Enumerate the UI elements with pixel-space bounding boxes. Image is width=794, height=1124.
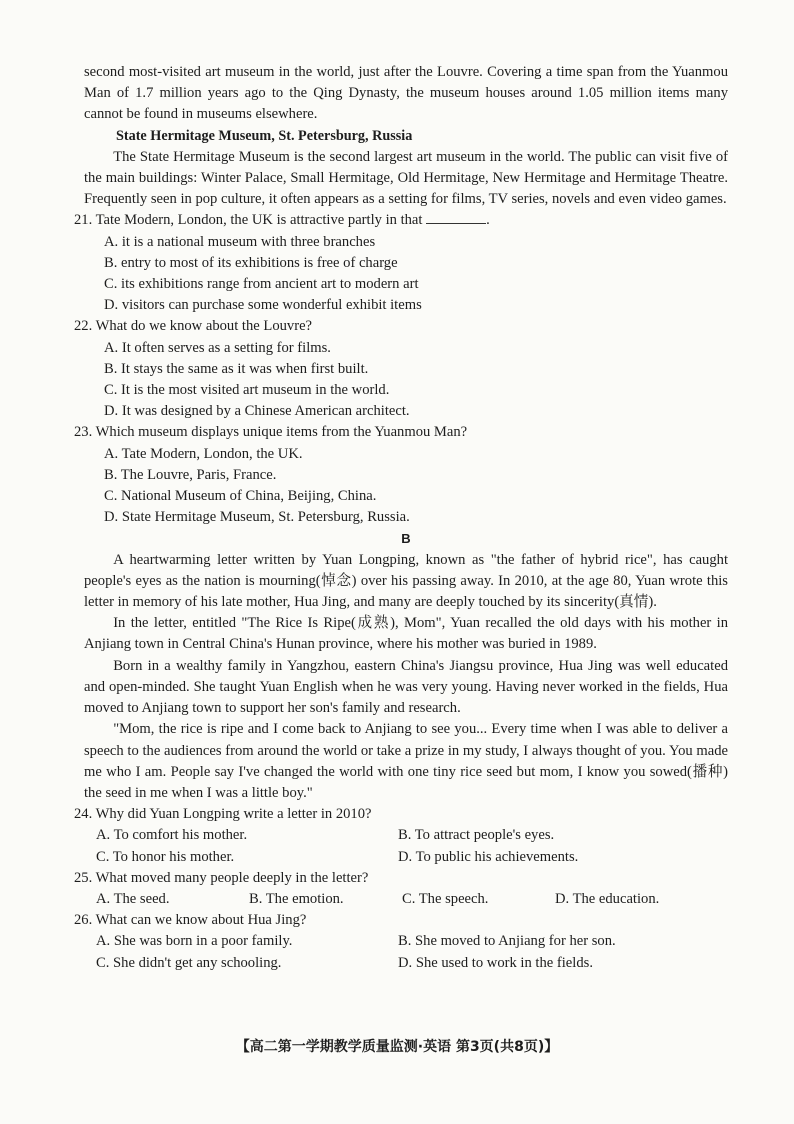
page-footer: 【高二第一学期教学质量监测·英语 第3页(共8页)】: [235, 1039, 559, 1055]
option-c: C. The speech.: [402, 890, 489, 907]
option-b: B. To attract people's eyes.: [398, 827, 555, 844]
option-row: [84, 847, 728, 868]
option-c: C. National Museum of China, Beijing, China.: [104, 488, 377, 505]
option-d: D. She used to work in the fields.: [398, 954, 593, 971]
question-25-stem: 25. What moved many people deeply in the letter?: [74, 869, 369, 886]
option-b: B. It stays the same as it was when first built.: [104, 360, 369, 377]
question-26-stem: 26. What can we know about Hua Jing?: [74, 912, 307, 929]
question-26: [74, 910, 728, 974]
option-d: D. visitors can purchase some wonderful exhibit items: [104, 297, 422, 314]
question-23: [74, 422, 728, 528]
section-b-label: B: [401, 531, 411, 547]
option-row: [84, 931, 728, 952]
option-b: B. The Louvre, Paris, France.: [104, 466, 277, 483]
passage-b-paragraph-1: A heartwarming letter written by Yuan Longping, known as "the father of hybrid rice", has caught people's eyes as the nation is mourning(悼念) over his passing away. In 2010, at the age 80, Yuan wrote this letter in memory of his late mother, Hua Jing, and many are deeply touched by its sincerity(真情).: [84, 551, 728, 611]
option-d: D. The education.: [555, 890, 660, 907]
passage-b-paragraph-3: Born in a wealthy family in Yangzhou, eastern China's Jiangsu province, Hua Jing was well educated and open-minded. She taught Yuan English when he was very young. Having never worked in the fields, Hua moved to Anjiang town to support her son's family and research.: [84, 657, 728, 717]
question-21-stem-end: .: [486, 212, 490, 229]
question-stem: [74, 210, 728, 231]
passage-b-paragraph-4: "Mom, the rice is ripe and I come back to Anjiang to see you... Every time when I was able to deliver a speech to the audiences from around the world or take a prize in my study, I always thought of you. You made me who I am. People say I've changed the world with one tiny rice seed but mom, I know you sowed(播种) the seed in me when I was a little boy.": [84, 721, 728, 801]
question-24: [74, 804, 728, 868]
option-d: D. To public his achievements.: [398, 848, 579, 865]
option-b: B. The emotion.: [249, 890, 344, 907]
question-24-stem: 24. Why did Yuan Longping write a letter in 2010?: [74, 806, 372, 823]
page-content: [74, 62, 728, 974]
option-d: D. It was designed by a Chinese American architect.: [104, 403, 410, 420]
option-a: A. It often serves as a setting for films.: [104, 339, 331, 356]
option-c: C. She didn't get any schooling.: [96, 954, 282, 971]
passage-a-tail-paragraph: second most-visited art museum in the world, just after the Louvre. Covering a time span from the Yuanmou Man of 1.7 million years ago to the Qing Dynasty, the museum houses around 1.05 million items many cannot be found in museums elsewhere.: [84, 64, 728, 123]
question-21: [74, 210, 728, 316]
option-d: D. State Hermitage Museum, St. Petersburg, Russia.: [104, 509, 410, 526]
option-c: C. To honor his mother.: [96, 848, 235, 865]
option-a: A. She was born in a poor family.: [96, 933, 293, 950]
question-25: [74, 868, 728, 910]
question-21-stem: 21. Tate Modern, London, the UK is attractive partly in that: [74, 212, 423, 229]
question-22: [74, 316, 728, 422]
option-a: A. it is a national museum with three branches: [104, 233, 376, 250]
option-row: [84, 953, 728, 974]
hermitage-heading: State Hermitage Museum, St. Petersburg, Russia: [116, 127, 413, 144]
question-22-stem: 22. What do we know about the Louvre?: [74, 318, 313, 335]
answer-blank: [426, 211, 486, 224]
question-23-stem: 23. Which museum displays unique items from the Yuanmou Man?: [74, 424, 468, 441]
option-row: [84, 825, 728, 846]
option-a: A. To comfort his mother.: [96, 827, 248, 844]
option-b: B. entry to most of its exhibitions is free of charge: [104, 254, 398, 271]
option-a: A. Tate Modern, London, the UK.: [104, 445, 303, 462]
option-c: C. its exhibitions range from ancient art to modern art: [104, 276, 419, 293]
option-row: [84, 889, 728, 910]
hermitage-paragraph: The State Hermitage Museum is the second largest art museum in the world. The public can visit five of the main buildings: Winter Palace, Small Hermitage, Old Hermitage, New Hermitage and Hermitage Theatre. Frequently seen in pop culture, it often appears as a setting for films, TV series, novels and even video games.: [84, 148, 728, 208]
option-a: A. The seed.: [96, 890, 170, 907]
option-c: C. It is the most visited art museum in the world.: [104, 382, 390, 399]
passage-b-paragraph-2: In the letter, entitled "The Rice Is Ripe(成熟), Mom", Yuan recalled the old days with his mother in Anjiang town in Central China's Hunan province, where his mother was buried in 1989.: [84, 615, 728, 653]
option-b: B. She moved to Anjiang for her son.: [398, 933, 616, 950]
